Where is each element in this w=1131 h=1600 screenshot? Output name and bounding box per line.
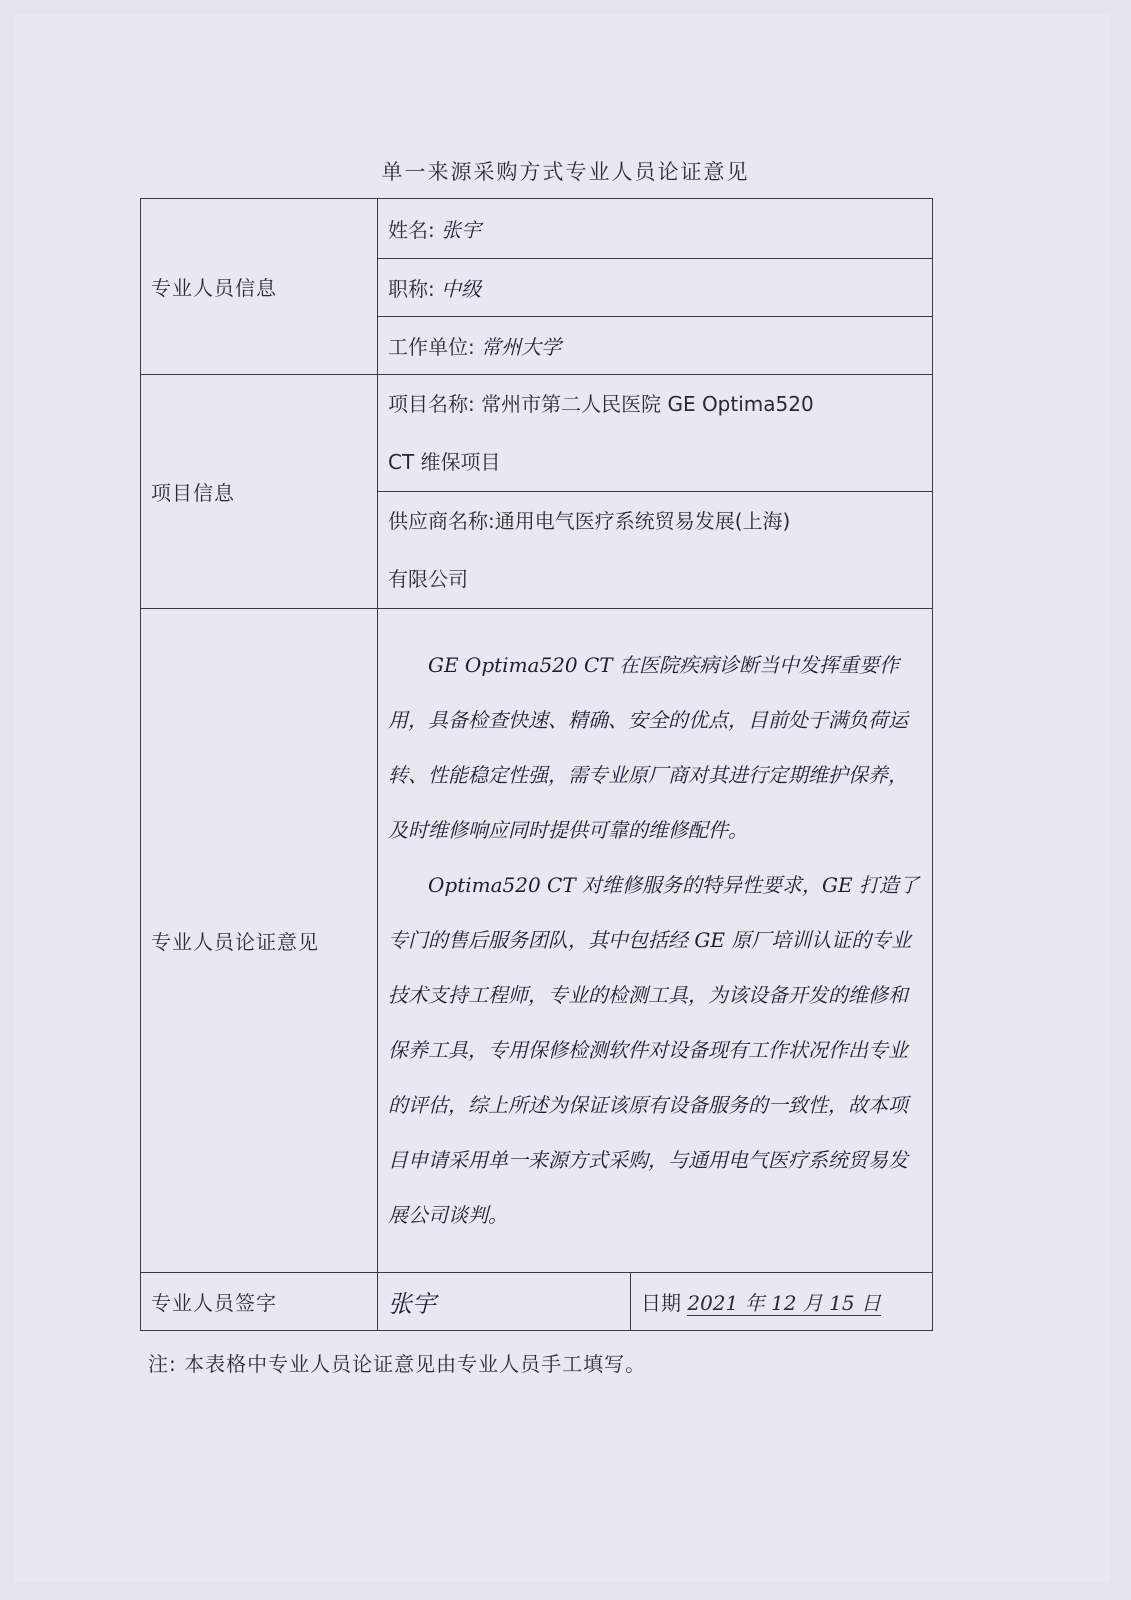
date-value: 2021 年 12 月 15 日 (687, 1291, 881, 1315)
supplier-name-cell (378, 492, 933, 609)
opinion-section-label: 专业人员论证意见 (141, 609, 378, 1273)
supplier-line-1: 供应商名称:通用电气医疗系统贸易发展(上海) (388, 509, 791, 533)
opinion-paragraph-1: GE Optima520 CT 在医院疾病诊断当中发挥重要作用，具备检查快速、精确、安全的优点，目前处于满负荷运转、性能稳定性强，需专业原厂商对其进行定期维护保养，及时维修响应同时提供可靠的维修配件。 (388, 653, 908, 842)
document-title: 单一来源采购方式专业人员论证意见 (381, 160, 750, 184)
project-section-label: 项目信息 (141, 375, 378, 609)
evaluation-form (140, 198, 933, 1331)
footnote: 注: 本表格中专业人员论证意见由专业人员手工填写。 (148, 1352, 647, 1376)
opinion-paragraph-2: Optima520 CT 对维修服务的特异性要求，GE 打造了专门的售后服务团队，其中包括经 GE 原厂培训认证的专业技术支持工程师，专业的检测工具，为该设备开发的维修和保养工具，专用保修检测软件对设备现有工作状况作出专业的评估，综上所述为保证该原有设备服务的一致性，故本项目申请采用单一来源方式采购，与通用电气医疗系统贸易发展公司谈判。 (388, 873, 919, 1227)
work-unit-value: 常州大学 (481, 335, 562, 359)
job-title-row (378, 259, 933, 317)
project-name-line-1: 项目名称: 常州市第二人民医院 GE Optima520 (388, 392, 814, 416)
date-cell (631, 1273, 933, 1331)
project-name-line-2: CT 维保项目 (388, 450, 501, 474)
personnel-section-label: 专业人员信息 (141, 199, 378, 375)
signature-cell (378, 1273, 631, 1331)
work-unit-label: 工作单位: (388, 335, 475, 359)
work-unit-row (378, 317, 933, 375)
supplier-line-2: 有限公司 (388, 567, 468, 591)
job-title-value: 中级 (441, 277, 482, 301)
name-label: 姓名: (388, 218, 435, 242)
name-row (378, 199, 933, 259)
date-label: 日期 (641, 1291, 681, 1315)
opinion-cell (378, 609, 933, 1273)
name-value: 张宇 (441, 218, 482, 242)
project-name-cell (378, 375, 933, 492)
job-title-label: 职称: (388, 277, 435, 301)
signature-value: 张宇 (388, 1290, 436, 1318)
signature-section-label: 专业人员签字 (141, 1273, 378, 1331)
